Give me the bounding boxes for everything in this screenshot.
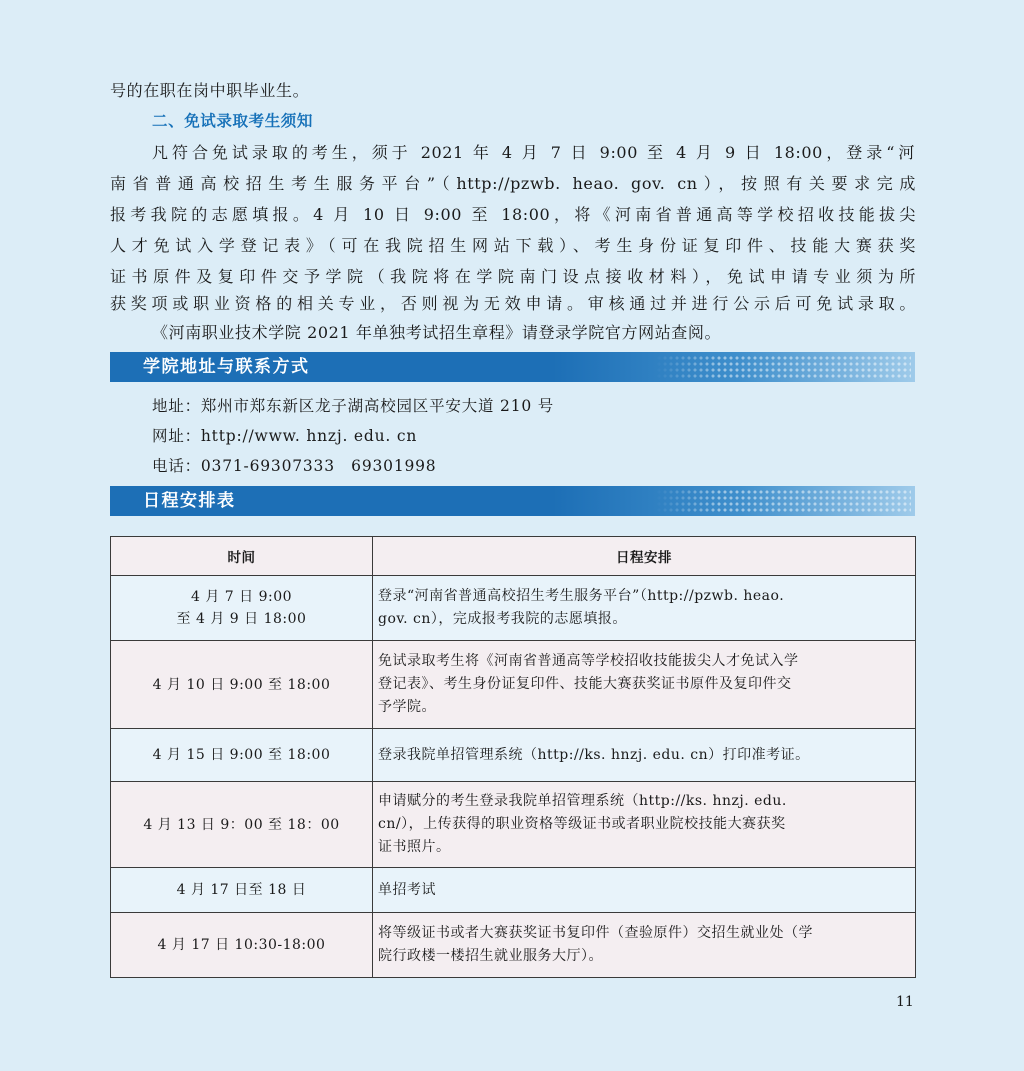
desc-line: cn/），上传获得的职业资格等级证书或者职业院校技能大赛获奖 bbox=[378, 816, 786, 832]
phone-line: 电话：0371-69307333 69301998 bbox=[152, 457, 437, 475]
desc-line: 登录“河南省普通高校招生考生服务平台”（http://pzwb. heao. bbox=[378, 588, 785, 604]
table-row bbox=[111, 868, 916, 913]
paragraph-line: 南省普通高校招生考生服务平台”（http://pzwb. heao. gov. cn），按照有关要求完成 bbox=[110, 174, 916, 193]
desc-cell bbox=[373, 729, 916, 782]
desc-line: 申请赋分的考生登录我院单招管理系统（http://ks. hnzj. edu. bbox=[378, 793, 787, 809]
desc-line: 予学院。 bbox=[378, 699, 436, 715]
time-cell bbox=[111, 868, 373, 913]
contact-section-title: 学院地址与联系方式 bbox=[143, 357, 310, 377]
continued-line: 号的在职在岗中职毕业生。 bbox=[110, 81, 310, 100]
paragraph-line: 凡符合免试录取的考生，须于 2021 年 4 月 7 日 9:00 至 4 月 9 日 18:00，登录“河 bbox=[152, 143, 915, 162]
time-line: 4 月 7 日 9:00 bbox=[190, 589, 293, 605]
header-time: 时间 bbox=[111, 537, 373, 576]
schedule-section-banner bbox=[110, 486, 915, 516]
page-number: 11 bbox=[896, 994, 914, 1010]
paragraph-line: 证书原件及复印件交予学院（我院将在学院南门设点接收材料），免试申请专业须为所 bbox=[110, 267, 916, 286]
desc-cell bbox=[373, 782, 916, 868]
desc-cell bbox=[373, 868, 916, 913]
time-cell bbox=[111, 913, 373, 978]
time-line: 至 4 月 9 日 18:00 bbox=[176, 611, 307, 627]
time-cell bbox=[111, 729, 373, 782]
schedule-table bbox=[110, 536, 916, 978]
table-row bbox=[111, 576, 916, 641]
desc-line: 登录我院单招管理系统（http://ks. hnzj. edu. cn）打印准考证。 bbox=[378, 746, 810, 763]
paragraph-line: 报考我院的志愿填报。4 月 10 日 9:00 至 18:00，将《河南省普通高等学校招收技能拔尖 bbox=[110, 205, 916, 224]
desc-line: 免试录取考生将《河南省普通高等学校招收技能拔尖人才免试入学 bbox=[378, 653, 799, 669]
paragraph-line: 人才免试入学登记表》（可在我院招生网站下载）、考生身份证复印件、技能大赛获奖 bbox=[110, 236, 916, 255]
desc-cell bbox=[373, 576, 916, 641]
time-line: 4 月 10 日 9:00 至 18:00 bbox=[152, 676, 331, 693]
desc-line: 单招考试 bbox=[378, 881, 436, 898]
desc-cell bbox=[373, 913, 916, 978]
section-subheading: 二、免试录取考生须知 bbox=[152, 112, 314, 130]
website-line: 网址：http://www. hnzj. edu. cn bbox=[152, 427, 418, 445]
time-cell bbox=[111, 576, 373, 641]
desc-line: gov. cn），完成报考我院的志愿填报。 bbox=[378, 611, 627, 627]
time-line: 4 月 15 日 9:00 至 18:00 bbox=[152, 747, 331, 763]
contact-section-banner bbox=[110, 352, 915, 382]
banner-dot-pattern bbox=[656, 489, 911, 513]
desc-line: 院行政楼一楼招生就业服务大厅）。 bbox=[378, 948, 603, 964]
time-cell bbox=[111, 641, 373, 729]
time-cell bbox=[111, 782, 373, 868]
table-header-row bbox=[111, 537, 916, 576]
time-line: 4 月 17 日 10:30-18:00 bbox=[157, 937, 326, 953]
desc-line: 登记表》、考生身份证复印件、技能大赛获奖证书原件及复印件交 bbox=[378, 676, 792, 692]
header-schedule: 日程安排 bbox=[373, 537, 916, 576]
paragraph-line: 《河南职业技术学院 2021 年单独考试招生章程》请登录学院官方网站查阅。 bbox=[152, 323, 722, 342]
table-row bbox=[111, 641, 916, 729]
desc-cell bbox=[373, 641, 916, 729]
table-row bbox=[111, 782, 916, 868]
desc-line: 将等级证书或者大赛获奖证书复印件（查验原件）交招生就业处（学 bbox=[378, 925, 813, 941]
table-row bbox=[111, 729, 916, 782]
time-line: 4 月 13 日 9：00 至 18：00 bbox=[143, 816, 340, 833]
schedule-section-title: 日程安排表 bbox=[143, 491, 236, 511]
paragraph-line: 获奖项或职业资格的相关专业，否则视为无效申请。审核通过并进行公示后可免试录取。 bbox=[110, 294, 916, 313]
address-line: 地址：郑州市郑东新区龙子湖高校园区平安大道 210 号 bbox=[152, 397, 555, 415]
time-line: 4 月 17 日至 18 日 bbox=[176, 882, 307, 898]
desc-line: 证书照片。 bbox=[378, 839, 451, 855]
banner-dot-pattern bbox=[656, 355, 911, 379]
table-row bbox=[111, 913, 916, 978]
